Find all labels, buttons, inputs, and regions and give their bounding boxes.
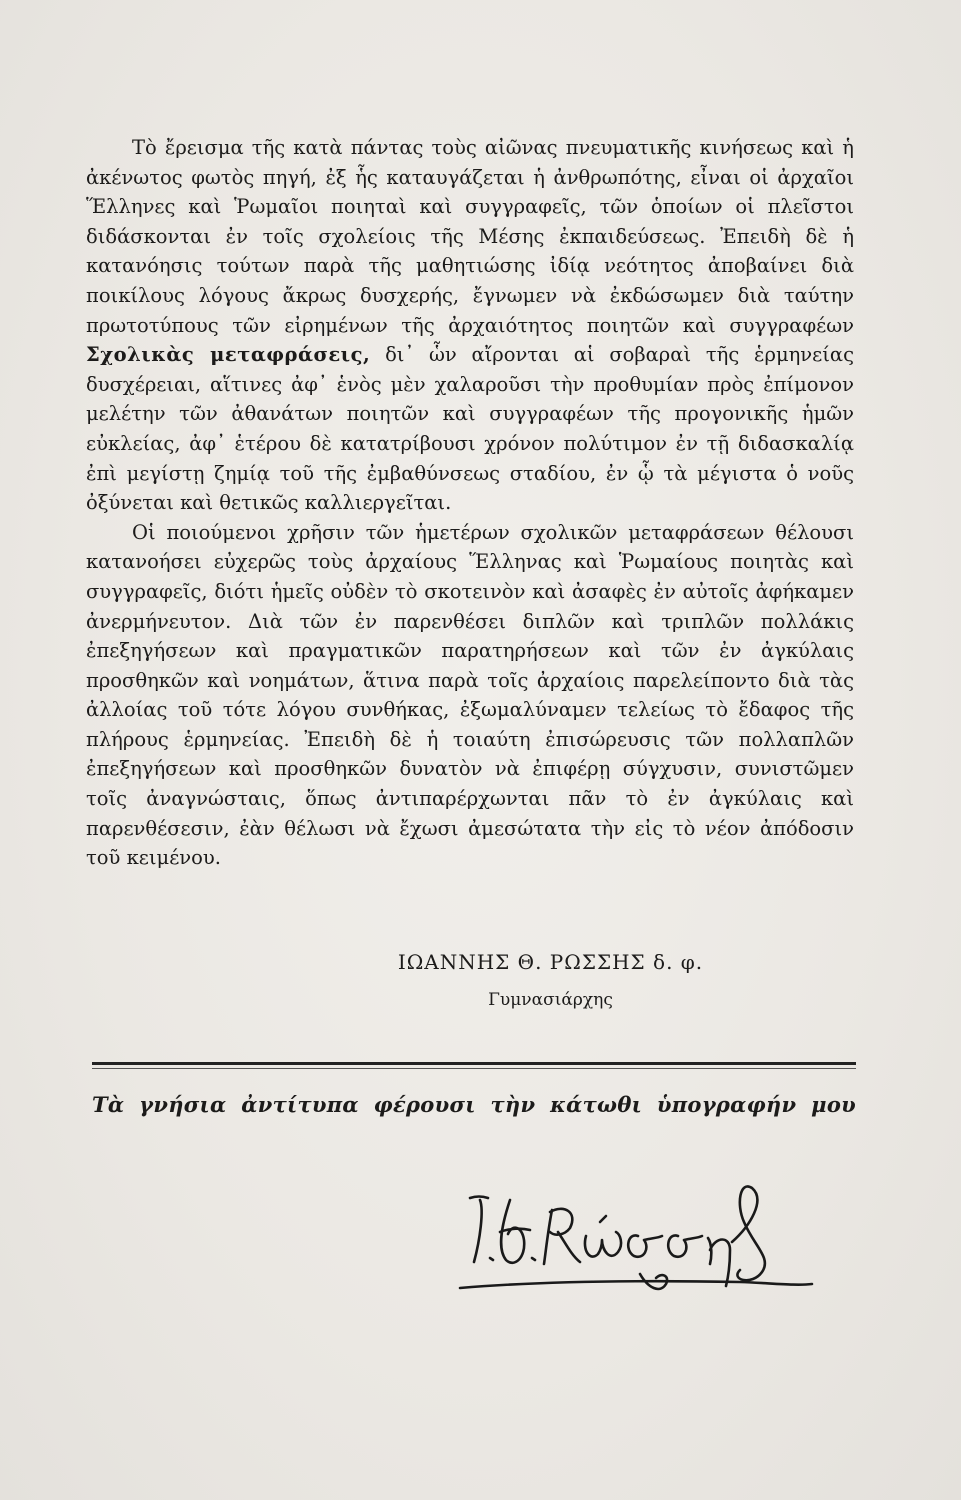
authenticity-notice: Τὰ γνήσια ἀντίτυπα φέρουσι τὴν κάτωθι ὑπογραφήν μου — [92, 1092, 856, 1117]
divider-rule-thin — [92, 1068, 856, 1069]
preface-paragraph-1-end: δι᾽ ὧν αἴρονται αἱ σοβαραὶ τῆς ἑρμηνείας δυσχέρειαι, αἵτινες ἀφ᾽ ἑνὸς μὲν χαλαροῦσι τὴν προθυμίαν πρὸς ἐπίμονον μελέτην τῶν ἀθανάτων ποιητῶν καὶ συγγραφέων τῆς προγονικῆς ἡμῶν εὐκλείας, ἀφ᾽ ἑτέρου δὲ κατατρίβουσι χρόνον πολύτιμον ἐν τῇ διδασκαλίᾳ ἐπὶ μεγίστῃ ζημίᾳ τοῦ τῆς ἐμβαθύνσεως σταδίου, ἐν ᾧ τὰ μέγιστα ὁ νοῦς ὀξύνεται καὶ θετικῶς καλλιεργεῖται. — [86, 343, 854, 515]
preface-text — [86, 133, 854, 873]
divider-rule — [92, 1062, 856, 1065]
school-translations-term: Σχολικὰς μεταφράσεις, — [86, 343, 371, 367]
handwritten-signature — [440, 1170, 840, 1310]
author-name: ΙΩΑΝΝΗΣ Θ. ΡΩΣΣΗΣ δ. φ. — [397, 950, 704, 974]
preface-paragraph-1 — [86, 133, 854, 518]
preface-paragraph-1-start: Τὸ ἔρεισμα τῆς κατὰ πάντας τοὺς αἰῶνας πνευματικῆς κινήσεως καὶ ἡ ἀκένωτος φωτὸς πηγή, ἐξ ἧς καταυγάζεται ἡ ἀνθρωπότης, εἶναι οἱ ἀρχαῖοι Ἕλληνες καὶ Ῥωμαῖοι ποιηταὶ καὶ συγγραφεῖς, τῶν ὁποίων οἱ πλεῖστοι διδάσκονται ἐν τοῖς σχολείοις τῆς Μέσης ἐκπαιδεύσεως. Ἐπειδὴ δὲ ἡ κατανόησις τούτων παρὰ τῆς μαθητιώσης ἰδίᾳ νεότητος ἀποβαίνει διὰ ποικίλους λόγους ἄκρως δυσχερής, ἔγνωμεν νὰ ἐκδώσωμεν διὰ ταύτην πρωτοτύπους τῶν εἰρημένων τῆς ἀρχαιότητος ποιητῶν καὶ συγγραφέων — [86, 136, 854, 337]
preface-paragraph-2: Οἱ ποιούμενοι χρῆσιν τῶν ἡμετέρων σχολικῶν μεταφράσεων θέλουσι κατανοήσει εὐχερῶς τοὺς ἀρχαίους Ἕλληνας καὶ Ῥωμαίους ποιητὰς καὶ συγγραφεῖς, διότι ἡμεῖς οὐδὲν τὸ σκοτεινὸν καὶ ἀσαφὲς ἐν αὐτοῖς ἀφήκαμεν ἀνερμήνευτον. Διὰ τῶν ἐν παρενθέσει διπλῶν καὶ τριπλῶν πολλάκις ἐπεξηγήσεων καὶ πραγματικῶν παρατηρήσεων καὶ τῶν ἐν ἀγκύλαις προσθηκῶν καὶ νοημάτων, ἅτινα παρὰ τοῖς ἀρχαίοις παρελείποντο διὰ τὰς ἀλλοίας τοῦ τότε λόγου συνθήκας, ἐξωμαλύναμεν τελείως τὸ ἔδαφος τῆς πλήρους ἑρμηνείας. Ἐπειδὴ δὲ ἡ τοιαύτη ἐπισώρευσις τῶν πολλαπλῶν ἐπεξηγήσεων καὶ προσθηκῶν δυνατὸν νὰ ἐπιφέρῃ σύγχυσιν, συνιστῶμεν τοῖς ἀναγνώσταις, ὅπως ἀντιπαρέρχωνται πᾶν τὸ ἐν ἀγκύλαις καὶ παρενθέσεσιν, ἐὰν θέλωσι νὰ ἔχωσι ἀμεσώτατα τὴν εἰς τὸ νέον ἀπόδοσιν τοῦ κειμένου. — [86, 520, 854, 870]
author-title: Γυμνασιάρχης — [488, 990, 613, 1010]
